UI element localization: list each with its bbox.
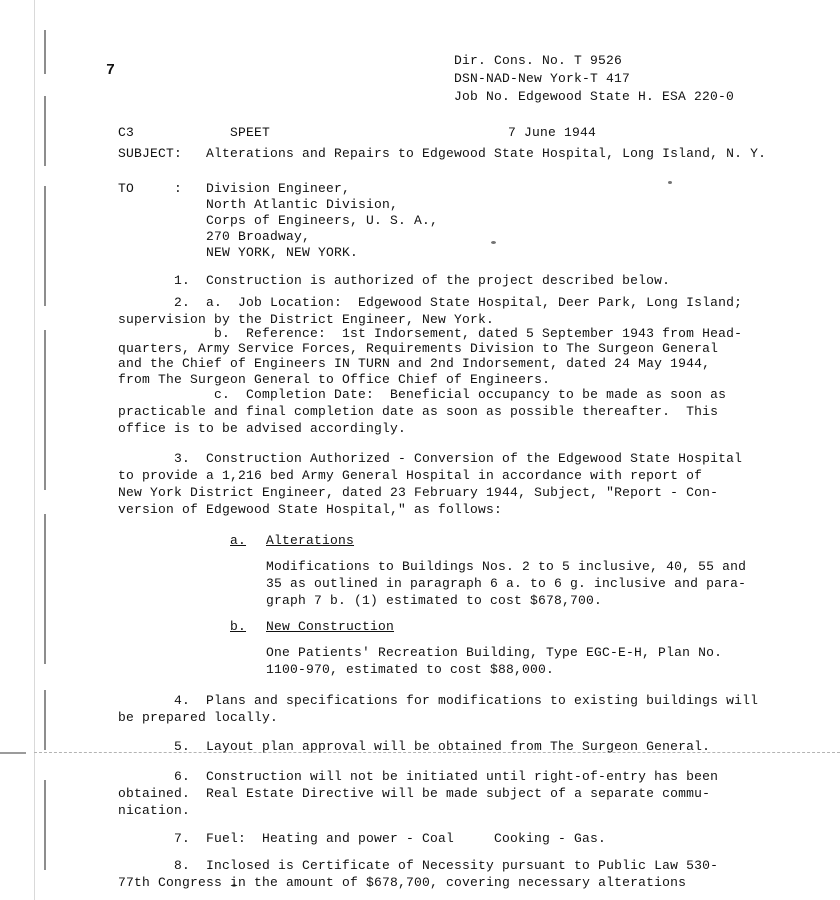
to-address-line-2: North Atlantic Division,: [206, 197, 399, 212]
paragraph-6-line-1: Construction will not be initiated until right-of-entry has been: [206, 769, 719, 784]
scan-left-margin: [0, 0, 35, 900]
paragraph-2-line-8: practicable and final completion date as soon as possible thereafter. This: [118, 404, 719, 419]
to-label: TO :: [118, 181, 183, 196]
paragraph-8-line-2: 77th Congress in the amount of $678,700, covering necessary alterations: [118, 875, 687, 890]
paragraph-7-line-1: Fuel: Heating and power - Coal Cooking - Gas.: [206, 831, 607, 846]
paragraph-2-line-3: b. Reference: 1st Indorsement, dated 5 September 1943 from Head-: [174, 326, 743, 341]
paragraph-3-line-3: New York District Engineer, dated 23 February 1944, Subject, "Report - Con-: [118, 485, 719, 500]
paragraph-3-line-1: Construction Authorized - Conversion of the Edgewood State Hospital: [206, 451, 743, 466]
paragraph-2-line-2: supervision by the District Engineer, New York.: [118, 312, 495, 327]
sub-item-b-line-2: 1100-970, estimated to cost $88,000.: [266, 662, 555, 677]
sub-item-a-line-1: Modifications to Buildings Nos. 2 to 5 inclusive, 40, 55 and: [266, 559, 747, 574]
paragraph-2-line-7: c. Completion Date: Beneficial occupancy to be made as soon as: [174, 387, 727, 402]
paragraph-1-number: 1.: [174, 273, 191, 288]
date-line: 7 June 1944: [508, 125, 597, 140]
page-mark: 7: [106, 62, 116, 79]
paragraph-1-line-1: Construction is authorized of the project described below.: [206, 273, 671, 288]
paragraph-5-number: 5.: [174, 739, 191, 754]
header-line-3: Job No. Edgewood State H. ESA 220-0: [454, 89, 735, 104]
paragraph-4-line-1: Plans and specifications for modifications to existing buildings will: [206, 693, 759, 708]
sub-item-a-label: a.: [230, 533, 247, 548]
paragraph-2-line-6: from The Surgeon General to Office Chief of Engineers.: [118, 372, 551, 387]
subject-text: Alterations and Repairs to Edgewood State Hospital, Long Island, N. Y.: [206, 146, 767, 161]
paragraph-7-number: 7.: [174, 831, 191, 846]
paragraph-2-line-5: and the Chief of Engineers IN TURN and 2nd Indorsement, dated 24 May 1944,: [118, 356, 711, 371]
subject-label: SUBJECT:: [118, 146, 183, 161]
paragraph-2-line-9: office is to be advised accordingly.: [118, 421, 407, 436]
paragraph-3-line-2: to provide a 1,216 bed Army General Hospital in accordance with report of: [118, 468, 703, 483]
paragraph-3-line-4: version of Edgewood State Hospital," as follows:: [118, 502, 503, 517]
paragraph-8-line-1: Inclosed is Certificate of Necessity pursuant to Public Law 530-: [206, 858, 719, 873]
paragraph-2-line-1: a. Job Location: Edgewood State Hospital, Deer Park, Long Island;: [206, 295, 743, 310]
header-line-1: Dir. Cons. No. T 9526: [454, 53, 623, 68]
paragraph-4-line-2: be prepared locally.: [118, 710, 279, 725]
sub-item-b-title: New Construction: [266, 619, 395, 634]
paragraph-2-line-4: quarters, Army Service Forces, Requirements Division to The Surgeon General: [118, 341, 719, 356]
sub-item-a-line-3: graph 7 b. (1) estimated to cost $678,700.: [266, 593, 603, 608]
header-line-2: DSN-NAD-New York-T 417: [454, 71, 631, 86]
paragraph-2-number: 2.: [174, 295, 191, 310]
to-address-line-3: Corps of Engineers, U. S. A.,: [206, 213, 439, 228]
sub-item-b-label: b.: [230, 619, 247, 634]
sub-item-a-line-2: 35 as outlined in paragraph 6 a. to 6 g. inclusive and para-: [266, 576, 747, 591]
paragraph-6-line-2: obtained. Real Estate Directive will be made subject of a separate commu-: [118, 786, 711, 801]
paragraph-6-number: 6.: [174, 769, 191, 784]
punch-mark-left: [0, 752, 26, 754]
paragraph-3-number: 3.: [174, 451, 191, 466]
to-address-line-5: NEW YORK, NEW YORK.: [206, 245, 359, 260]
to-address-line-1: Division Engineer,: [206, 181, 351, 196]
paragraph-5-line-1: Layout plan approval will be obtained from The Surgeon General.: [206, 739, 711, 754]
paragraph-4-number: 4.: [174, 693, 191, 708]
paragraph-8-number: 8.: [174, 858, 191, 873]
to-address-line-4: 270 Broadway,: [206, 229, 311, 244]
sub-item-a-title: Alterations: [266, 533, 355, 548]
paragraph-6-line-3: nication.: [118, 803, 191, 818]
sub-item-b-line-1: One Patients' Recreation Building, Type EGC-E-H, Plan No.: [266, 645, 723, 660]
document-body: [34, 0, 840, 900]
from-line: C3 SPEET: [118, 125, 271, 140]
